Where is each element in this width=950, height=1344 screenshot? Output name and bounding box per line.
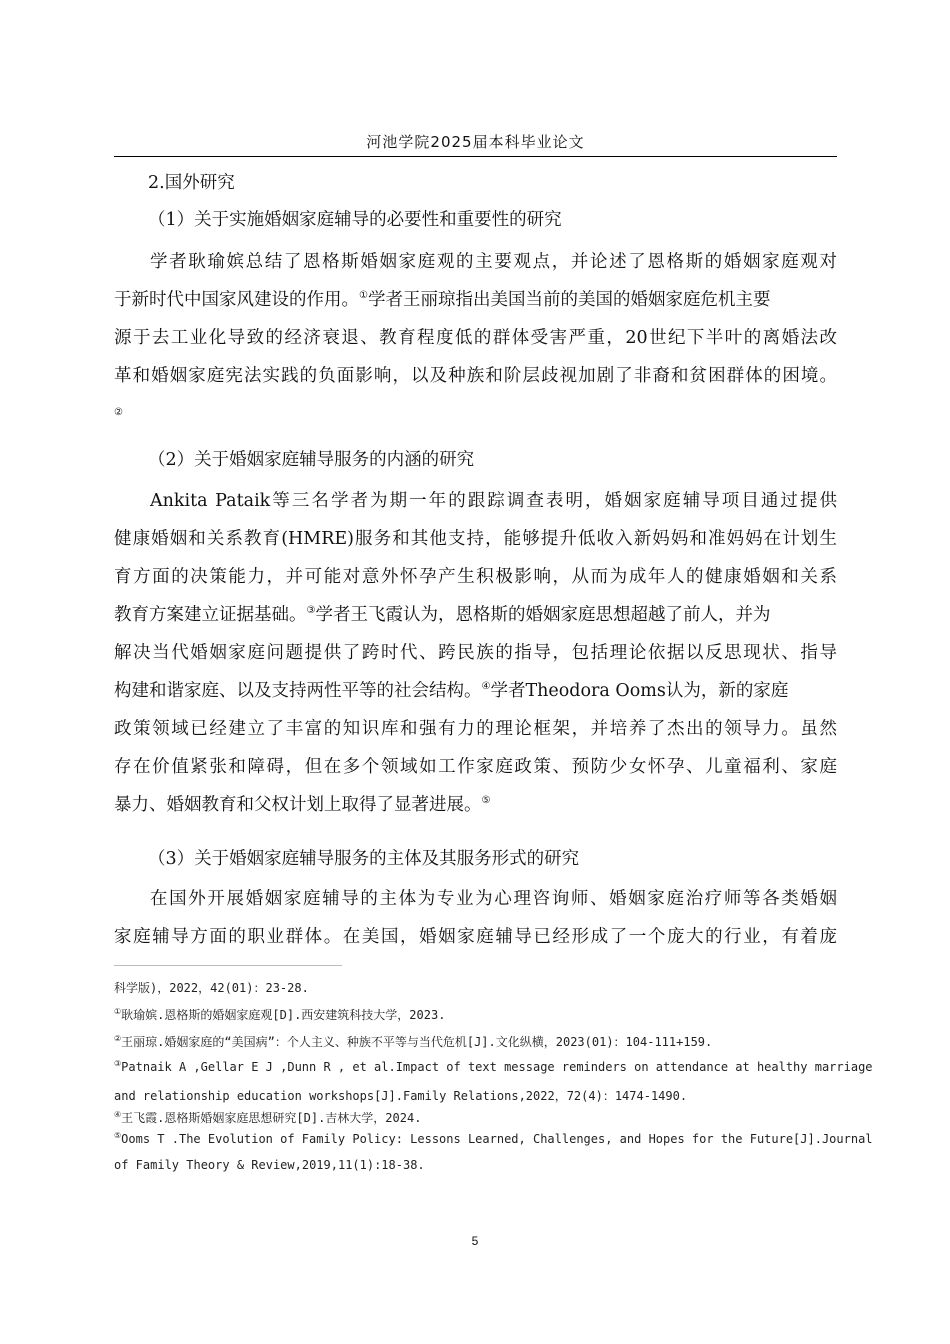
- footnote-ref[interactable]: ②: [114, 407, 123, 418]
- footnote-mark: ⑤: [114, 1131, 122, 1140]
- paragraph-text: 构建和谐家庭、以及支持两性平等的社会结构。: [114, 681, 482, 701]
- footnote-ref[interactable]: ⑤: [481, 795, 491, 807]
- footnote-text: of Family Theory & Review,2019,11(1):18-38.: [114, 1158, 425, 1172]
- footnote-text: 王丽琼.婚姻家庭的“美国病”：个人主义、种族不平等与当代危机[J].文化纵横，2023(01)：104-111+159.: [121, 1035, 713, 1049]
- footnote-mark: ①: [114, 1007, 122, 1016]
- paragraph-text: 学者王丽琼指出美国当前的美国的婚姻家庭危机主要: [367, 290, 771, 310]
- footnote-ref[interactable]: ①: [359, 290, 368, 302]
- subsection-heading-1: （1）关于实施婚姻家庭辅导的必要性和重要性的研究: [148, 210, 562, 230]
- footnote: [114, 1006, 445, 1023]
- paragraph-line: [114, 600, 770, 630]
- footnote-mark: ④: [114, 1110, 122, 1119]
- paragraph-line: Ankita Pataik等三名学者为期一年的跟踪调查表明，婚姻家庭辅导项目通过提供: [150, 491, 837, 511]
- footnote-mark: ②: [114, 1034, 122, 1043]
- paragraph-line: 在国外开展婚姻家庭辅导的主体为专业为心理咨询师、婚姻家庭治疗师等各类婚姻: [150, 889, 837, 909]
- footnote-mark: ③: [114, 1059, 122, 1068]
- footnote-text: Ooms T .The Evolution of Family Policy: Lessons Learned, Challenges, and Hopes for the Future[J].Journal: [121, 1132, 873, 1146]
- footnote: [114, 1158, 425, 1172]
- footnote: [114, 1033, 712, 1050]
- paragraph-line: 学者耿瑜嫔总结了恩格斯婚姻家庭观的主要观点，并论述了恩格斯的婚姻家庭观对: [150, 252, 837, 272]
- footnote: [114, 1109, 421, 1126]
- paragraph-line: 育方面的决策能力，并可能对意外怀孕产生积极影响，从而为成年人的健康婚姻和关系: [114, 567, 837, 587]
- section-title: 2.国外研究: [148, 173, 235, 193]
- paragraph-line: 家庭辅导方面的职业群体。在美国，婚姻家庭辅导已经形成了一个庞大的行业，有着庞: [114, 927, 837, 947]
- footnote-ref[interactable]: ③: [306, 605, 316, 617]
- paragraph-line: 存在价值紧张和障碍，但在多个领域如工作家庭政策、预防少女怀孕、儿童福利、家庭: [114, 757, 837, 777]
- paragraph-line: [114, 676, 788, 706]
- paragraph-text: 教育方案建立证据基础。: [114, 605, 307, 625]
- footnote: [114, 1060, 873, 1074]
- subsection-heading-3: （3）关于婚姻家庭辅导服务的主体及其服务形式的研究: [148, 849, 580, 869]
- paragraph-line: 源于去工业化导致的经济衰退、教育程度低的群体受害严重，20世纪下半叶的离婚法改: [114, 328, 837, 348]
- footnote: [114, 1132, 873, 1146]
- paragraph-text: 暴力、婚姻教育和父权计划上取得了显著进展。: [114, 795, 482, 815]
- page-number: 5: [471, 1234, 479, 1248]
- footnote-text: 耿瑜嫔.恩格斯的婚姻家庭观[D].西安建筑科技大学，2023.: [121, 1008, 446, 1022]
- paragraph-text: 学者王飞霞认为，恩格斯的婚姻家庭思想超越了前人，并为: [315, 605, 771, 625]
- footnote-continuation: 科学版)，2022，42(01)：23-28.: [114, 981, 309, 995]
- page-header: 河池学院2025届本科毕业论文: [366, 133, 585, 151]
- paragraph-line: 政策领域已经建立了丰富的知识库和强有力的理论框架，并培养了杰出的领导力。虽然: [114, 719, 837, 739]
- paragraph-text: 于新时代中国家风建设的作用。: [114, 290, 359, 310]
- paragraph-line: [114, 790, 490, 820]
- subsection-heading-2: （2）关于婚姻家庭辅导服务的内涵的研究: [148, 450, 475, 470]
- paragraph-text: 学者Theodora Ooms认为，新的家庭: [490, 681, 789, 701]
- paragraph-line: 革和婚姻家庭宪法实践的负面影响，以及种族和阶层歧视加剧了非裔和贫困群体的困境。: [114, 366, 837, 386]
- paragraph-line: 解决当代婚姻家庭问题提供了跨时代、跨民族的指导，包括理论依据以反思现状、指导: [114, 643, 837, 663]
- footnote-text: and relationship education workshops[J].Family Relations,2022，72(4)：1474-1490.: [114, 1089, 688, 1103]
- footnote-text: Patnaik A ,Gellar E J ,Dunn R , et al.Impact of text message reminders on attendance at healthy marriage: [121, 1060, 873, 1074]
- footnote-separator: [114, 965, 342, 966]
- footnote-ref[interactable]: ④: [481, 681, 491, 693]
- footnote-text: 王飞霞.恩格斯婚姻家庭思想研究[D].吉林大学，2024.: [121, 1111, 422, 1125]
- header-rule: [114, 156, 837, 157]
- paragraph-line: [114, 285, 770, 315]
- paragraph-line: 健康婚姻和关系教育(HMRE)服务和其他支持，能够提升低收入新妈妈和准妈妈在计划生: [114, 529, 837, 549]
- footnote: [114, 1087, 687, 1104]
